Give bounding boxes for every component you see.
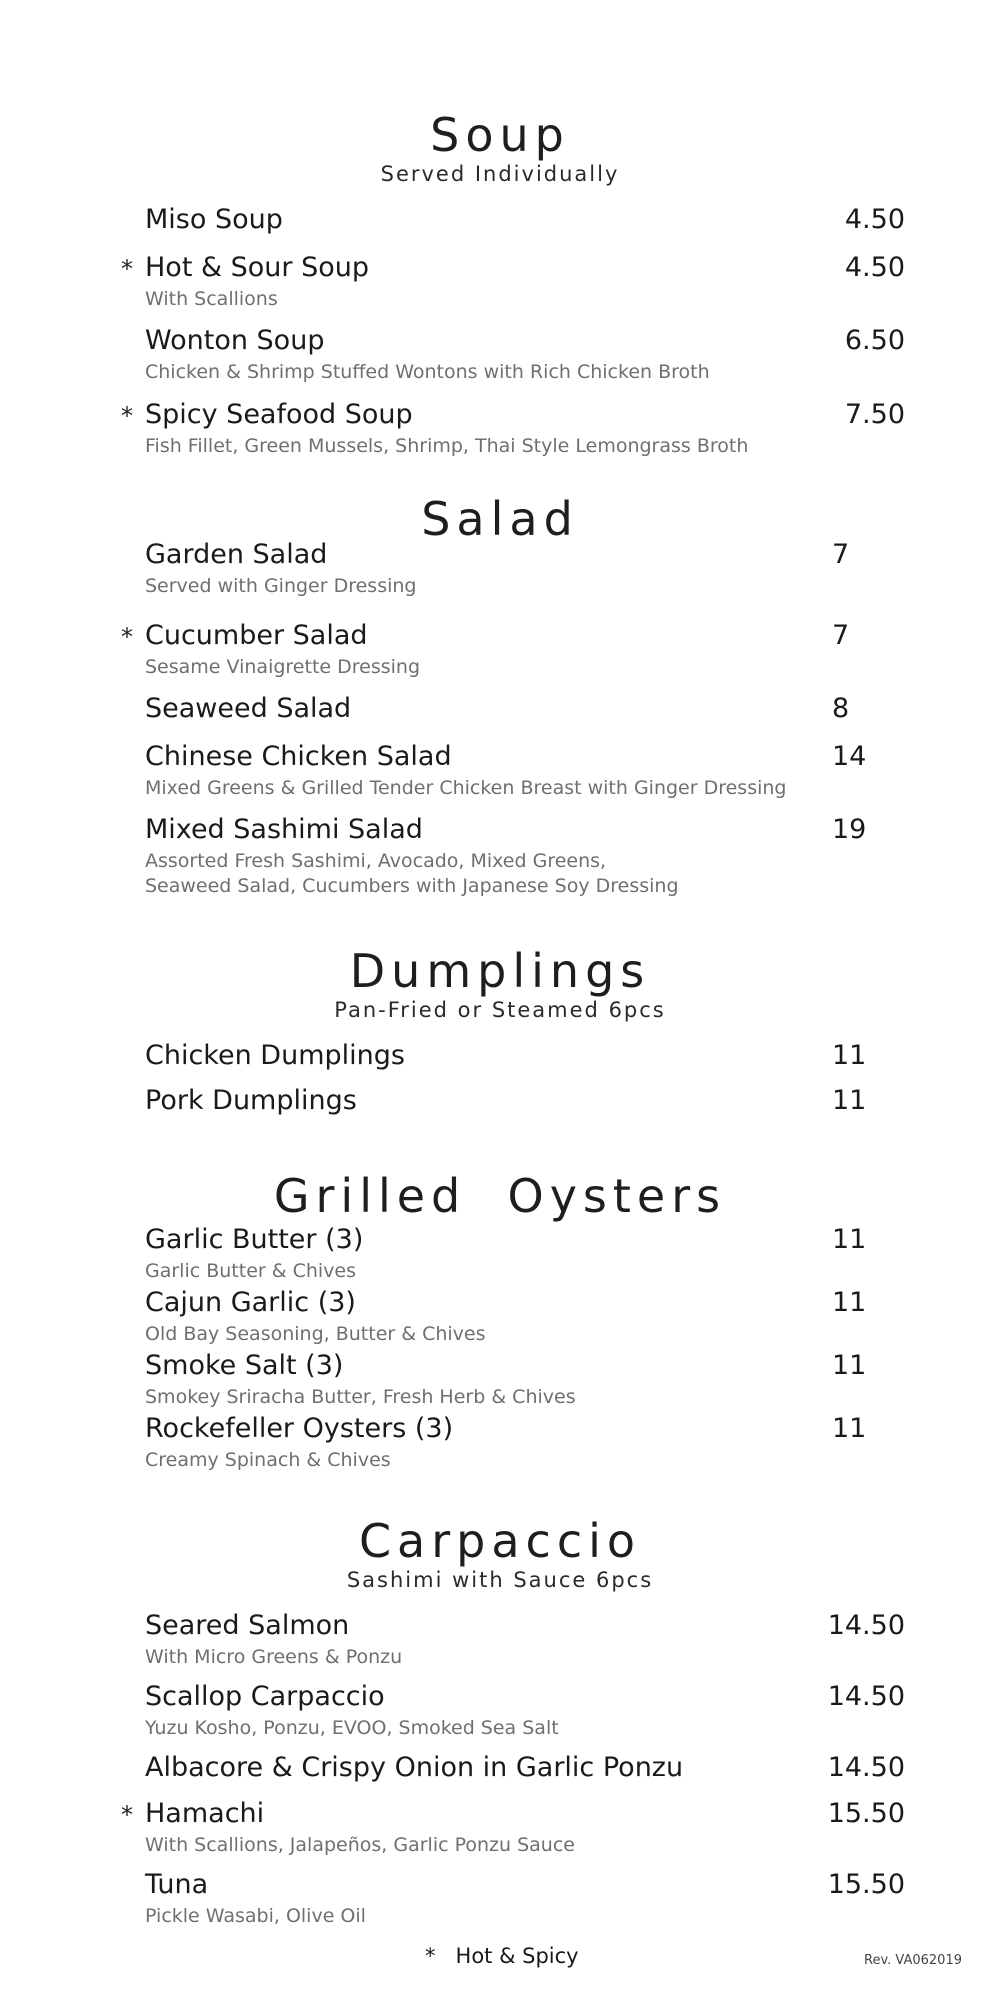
item-price: 14.50 xyxy=(827,1610,905,1641)
item-name: Wonton Soup xyxy=(145,325,325,356)
item-price: 15.50 xyxy=(827,1869,905,1900)
item-name: Pork Dumplings xyxy=(145,1085,357,1116)
item-name: Chinese Chicken Salad xyxy=(145,741,452,772)
item-description: Fish Fillet, Green Mussels, Shrimp, Thai Style Lemongrass Broth xyxy=(145,435,749,457)
item-price: 4.50 xyxy=(844,204,905,235)
item-price: 4.50 xyxy=(844,252,905,283)
section-subtitle-dumplings: Pan-Fried or Steamed 6pcs xyxy=(334,998,666,1022)
item-price: 11 xyxy=(832,1350,867,1381)
menu-item xyxy=(0,399,1000,459)
item-name: Miso Soup xyxy=(145,204,283,235)
item-name: Seaweed Salad xyxy=(145,693,352,724)
item-description: Garlic Butter & Chives xyxy=(145,1260,357,1282)
item-description: Assorted Fresh Sashimi, Avocado, Mixed Greens, xyxy=(145,850,607,872)
item-price: 19 xyxy=(832,814,867,845)
menu-item xyxy=(0,1224,1000,1284)
menu-item xyxy=(0,741,1000,801)
item-name: Garden Salad xyxy=(145,539,328,570)
item-price: 11 xyxy=(832,1040,867,1071)
spicy-marker: * xyxy=(121,623,133,651)
spicy-marker: * xyxy=(121,255,133,283)
item-name: Chicken Dumplings xyxy=(145,1040,405,1071)
item-name: Spicy Seafood Soup xyxy=(145,399,413,430)
item-price: 11 xyxy=(832,1224,867,1255)
item-name: Seared Salmon xyxy=(145,1610,350,1641)
item-description: Sesame Vinaigrette Dressing xyxy=(145,656,421,678)
menu-item xyxy=(0,1085,1000,1145)
menu-item xyxy=(0,1610,1000,1670)
item-description: Smokey Sriracha Butter, Fresh Herb & Chives xyxy=(145,1386,576,1408)
section-title-salad: Salad xyxy=(421,492,579,546)
spicy-legend: * Hot & Spicy xyxy=(425,1944,579,1968)
section-title-dumplings: Dumplings xyxy=(349,944,651,998)
menu-item xyxy=(0,620,1000,680)
menu-item xyxy=(0,1350,1000,1410)
menu-item xyxy=(0,1681,1000,1741)
menu-item xyxy=(0,1798,1000,1858)
item-price: 6.50 xyxy=(844,325,905,356)
item-description: Pickle Wasabi, Olive Oil xyxy=(145,1905,366,1927)
item-price: 11 xyxy=(832,1413,867,1444)
item-description: Old Bay Seasoning, Butter & Chives xyxy=(145,1323,486,1345)
item-description: Mixed Greens & Grilled Tender Chicken Breast with Ginger Dressing xyxy=(145,777,787,799)
item-name: Hot & Sour Soup xyxy=(145,252,369,283)
item-description: With Scallions xyxy=(145,288,278,310)
item-price: 7.50 xyxy=(844,399,905,430)
revision-code: Rev. VA062019 xyxy=(864,1953,962,1968)
item-name: Cajun Garlic (3) xyxy=(145,1287,356,1318)
item-price: 14 xyxy=(832,741,867,772)
menu-item xyxy=(0,325,1000,385)
item-description: Seaweed Salad, Cucumbers with Japanese Soy Dressing xyxy=(145,875,679,897)
item-name: Tuna xyxy=(145,1869,209,1900)
menu-item xyxy=(0,1287,1000,1347)
menu-item xyxy=(0,1413,1000,1473)
menu-item xyxy=(0,814,1000,904)
item-name: Scallop Carpaccio xyxy=(145,1681,385,1712)
section-title-oysters: Grilled Oysters xyxy=(273,1169,727,1223)
item-name: Mixed Sashimi Salad xyxy=(145,814,423,845)
menu-item xyxy=(0,252,1000,312)
item-description: Served with Ginger Dressing xyxy=(145,575,417,597)
item-description: Creamy Spinach & Chives xyxy=(145,1449,391,1471)
item-name: Albacore & Crispy Onion in Garlic Ponzu xyxy=(145,1752,684,1783)
section-title-soup: Soup xyxy=(430,108,570,162)
item-description: With Micro Greens & Ponzu xyxy=(145,1646,403,1668)
item-price: 7 xyxy=(832,539,850,570)
item-description: Yuzu Kosho, Ponzu, EVOO, Smoked Sea Salt xyxy=(145,1717,559,1739)
section-subtitle-carpaccio: Sashimi with Sauce 6pcs xyxy=(346,1568,654,1592)
item-price: 14.50 xyxy=(827,1752,905,1783)
item-name: Hamachi xyxy=(145,1798,265,1829)
spicy-marker: * xyxy=(121,402,133,430)
menu-item xyxy=(0,1869,1000,1929)
item-description: Chicken & Shrimp Stuffed Wontons with Rich Chicken Broth xyxy=(145,361,710,383)
item-name: Garlic Butter (3) xyxy=(145,1224,364,1255)
item-name: Rockefeller Oysters (3) xyxy=(145,1413,454,1444)
item-price: 7 xyxy=(832,620,850,651)
section-title-carpaccio: Carpaccio xyxy=(358,1514,642,1568)
item-price: 14.50 xyxy=(827,1681,905,1712)
spicy-marker: * xyxy=(121,1801,133,1829)
item-price: 11 xyxy=(832,1085,867,1116)
item-price: 11 xyxy=(832,1287,867,1318)
item-price: 15.50 xyxy=(827,1798,905,1829)
item-name: Cucumber Salad xyxy=(145,620,368,651)
item-name: Smoke Salt (3) xyxy=(145,1350,344,1381)
item-price: 8 xyxy=(832,693,850,724)
item-description: With Scallions, Jalapeños, Garlic Ponzu Sauce xyxy=(145,1834,575,1856)
menu-item xyxy=(0,539,1000,599)
section-subtitle-soup: Served Individually xyxy=(380,162,620,186)
